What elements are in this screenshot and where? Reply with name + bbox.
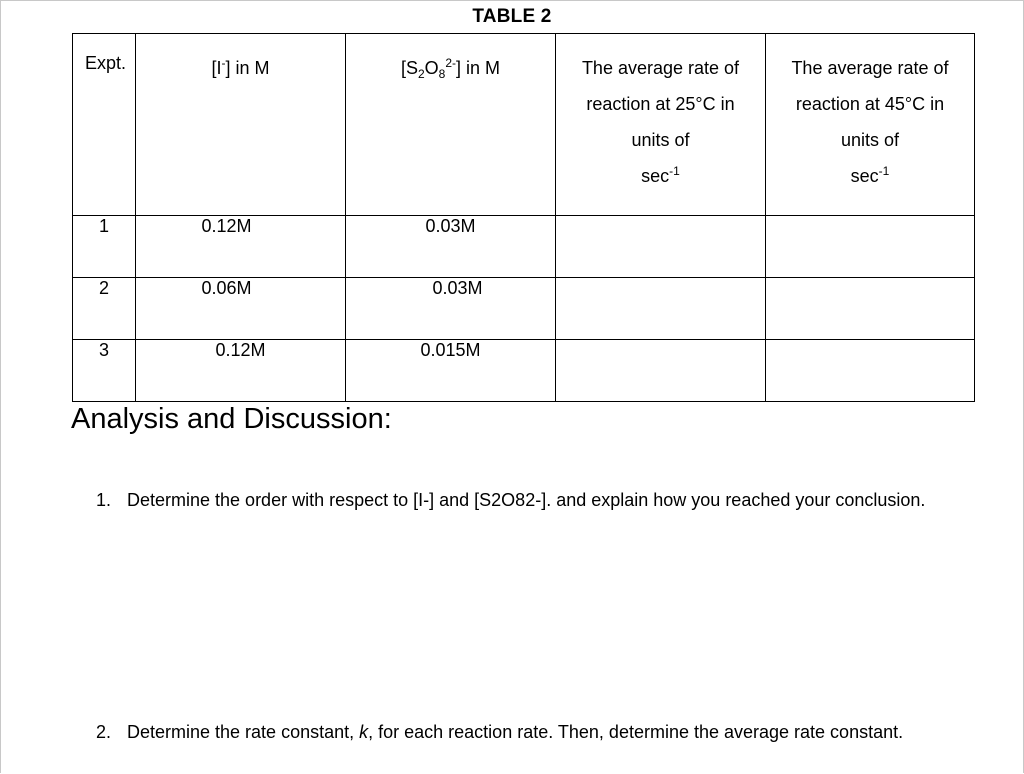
question-item — [96, 488, 991, 513]
persulfate-cell: 0.03M — [346, 216, 556, 278]
question-text: Determine the order with respect to [I-] and [S2O82-]. and explain how you reached your conclusion. — [127, 490, 926, 510]
header-persulfate-concentration: $[S_2O_8^{2-}]$ in M — [346, 34, 556, 216]
data-table — [72, 33, 975, 402]
section-heading: Analysis and Discussion: — [71, 403, 392, 435]
table-row — [73, 278, 975, 340]
iodide-cell: 0.12M — [136, 216, 346, 278]
table-header-row — [73, 34, 975, 216]
header-expt: Expt. — [73, 34, 136, 216]
question-text: Determine the rate constant, k, for each reaction rate. Then, determine the average rate constant. — [127, 722, 904, 742]
expt-cell: 3 — [73, 340, 136, 402]
rate-25c-cell[interactable] — [556, 216, 766, 278]
question-list — [96, 488, 991, 742]
persulfate-cell: 0.015M — [346, 340, 556, 402]
table-row — [73, 340, 975, 402]
question-item — [96, 720, 991, 745]
expt-cell: 2 — [73, 278, 136, 340]
header-rate-45c: The average rate of reaction at 45°C in units of $\sec^{-1}$ — [766, 34, 975, 216]
rate-45c-cell[interactable] — [766, 216, 975, 278]
question-number: 1. — [96, 490, 112, 510]
expt-cell: 1 — [73, 216, 136, 278]
persulfate-cell: 0.03M — [346, 278, 556, 340]
rate-45c-cell[interactable] — [766, 278, 975, 340]
rate-45c-cell[interactable] — [766, 340, 975, 402]
question-number: 2. — [96, 722, 112, 742]
rate-25c-cell[interactable] — [556, 278, 766, 340]
table-title: TABLE 2 — [472, 6, 552, 27]
header-rate-25c: The average rate of reaction at 25°C in units of $\sec^{-1}$ — [556, 34, 766, 216]
header-iodide-concentration: [I-] in M — [136, 34, 346, 216]
table-row — [73, 216, 975, 278]
iodide-cell: 0.06M — [136, 278, 346, 340]
iodide-cell: 0.12M — [136, 340, 346, 402]
rate-25c-cell[interactable] — [556, 340, 766, 402]
